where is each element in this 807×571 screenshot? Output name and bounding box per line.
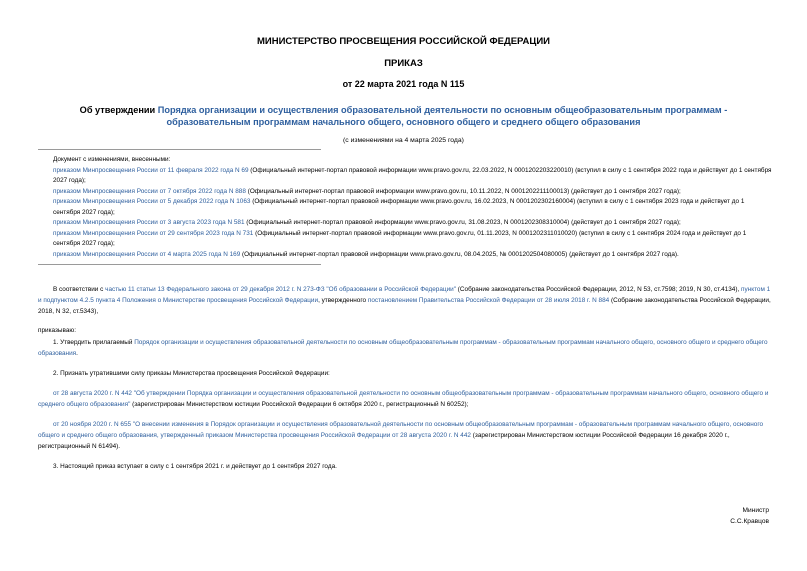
preamble-paragraph [38,285,773,317]
decree-link[interactable]: постановлением Правительства Российской Федерации от 28 июля 2018 г. N 884 [367,296,610,304]
divider-top [38,149,321,150]
preamble-text: (Собрание законодательства Российской Федерации, 2012, N 53, ст.7598; 2019, N 30, ст.4134), [456,286,742,293]
ministry-heading: МИНИСТЕРСТВО ПРОСВЕЩЕНИЯ РОССИЙСКОЙ ФЕДЕРАЦИИ [256,36,551,47]
document-title [50,105,757,128]
change-text: (Официальный интернет-портал правовой информации www.pravo.gov.ru, 01.11.2023, N 0001202311010020) (вступил в силу с 1 сентября 2024 года и действует до 1 сентября 2027 года); [53,229,747,247]
list-item [53,218,773,229]
list-item [53,166,773,187]
changes-list [38,155,773,260]
title-link[interactable]: Порядка организации и осуществления образовательной деятельности по основным общеобразовательным программам - образовательным программам начального общего, основного общего и среднего общего образования [157,105,728,127]
paragraph-1 [38,338,773,360]
paragraph-text: (зарегистрирован Министерством юстиции Российской Федерации 16 декабря 2020 г., регистрационный N 61494). [38,431,730,450]
change-text: (Официальный интернет-портал правовой информации www.pravo.gov.ru, 10.11.2022, N 0001202211100013) (действует до 1 сентября 2027 года); [245,187,681,195]
regulation-link[interactable]: пунктом 1 и подпунктом 4.2.5 пункта 4 Положения о Министерстве просвещения Российской Федерации [38,286,771,304]
list-item [53,197,773,218]
changes-intro: Документ с изменениями, внесенными: [53,156,171,163]
change-link[interactable]: приказом Минпросвещения России от 7 октября 2022 года N 888 [53,187,246,195]
paragraph-3: 3. Настоящий приказ вступает в силу с 1 сентября 2021 г. и действует до 1 сентября 2027 года. [53,463,337,470]
change-text: (Официальный интернет-портал правовой информации www.pravo.gov.ru, 08.04.2025, № 0001202504080005) (действует до 1 сентября 2027 года). [240,250,679,258]
paragraph-2: 2. Признать утратившими силу приказы Министерства просвещения Российской Федерации: [53,370,330,377]
change-link[interactable]: приказом Минпросвещения России от 4 марта 2025 года N 169 [53,250,241,258]
divider-bottom [38,264,321,265]
list-item [53,250,773,261]
repealed-order-link-1[interactable]: от 28 августа 2020 г. N 442 "Об утверждении Порядка организации и осуществления образовательной деятельности по основным общеобразовательным программам - образовательным программам начального общего, основного общего и среднего общего образования" [38,390,769,408]
date-number-heading: от 22 марта 2021 года N 115 [342,79,465,89]
change-link[interactable]: приказом Минпросвещения России от 11 февраля 2022 года N 69 [53,166,249,174]
change-link[interactable]: приказом Минпросвещения России от 5 декабря 2022 года N 1063 [53,198,251,205]
paragraph-2b [38,420,773,452]
law-link[interactable]: частью 11 статьи 13 Федерального закона от 29 декабря 2012 г. N 273-ФЗ "Об образовании в Российской Федерации" [105,286,456,293]
signatory-name: С.С.Кравцов [730,517,769,525]
title-prefix: Об утверждении [79,105,158,115]
change-link[interactable]: приказом Минпросвещения России от 3 августа 2023 года N 581 [53,219,245,226]
preamble-text: В соответствии с [53,286,106,293]
paragraph-text: 1. Утвердить прилагаемый [53,339,135,346]
list-item [53,187,773,198]
change-text: (Официальный интернет-портал правовой информации www.pravo.gov.ru, 31.08.2023, N 0001202308310004) (действует до 1 сентября 2027 года); [244,219,681,226]
signatory-position: Министр [742,507,769,514]
paragraph-2a [38,389,773,411]
paragraph-text: . [76,349,78,357]
amendment-note: (с изменениями на 4 марта 2025 года) [343,137,464,144]
procedure-link[interactable]: Порядок организации и осуществления образовательной деятельности по основным общеобразовательным программам - образовательным программам начального общего, основного общего и среднего общего образования [38,339,768,357]
list-item [53,229,773,250]
change-text: (Официальный интернет-портал правовой информации www.pravo.gov.ru, 22.03.2022, N 0001202203220010) (вступил в силу с 1 сентября 2022 года и действует до 1 сентября 2027 года); [53,166,772,184]
order-word: приказываю: [38,327,76,334]
doc-type-heading: ПРИКАЗ [384,58,423,69]
paragraph-text: (зарегистрирован Министерством юстиции Российской Федерации 6 октября 2020 г., регистрационный N 60252); [130,400,469,408]
preamble-text: , утвержденного [318,296,368,304]
change-text: (Официальный интернет-портал правовой информации www.pravo.gov.ru, 16.02.2023, N 0001202302160004) (вступил в силу с 1 сентября 2023 года и действует до 1 сентября 2027 года); [53,198,745,216]
repealed-order-link-2[interactable]: от 20 ноября 2020 г. N 655 "О внесении изменения в Порядок организации и осуществления образовательной деятельности по основным общеобразовательным программам - образовательным программам начального общего, основного общего и среднего общего образования, утвержденный приказом Министерства просвещения Российской Федерации от 28 августа 2020 г. N 442 [38,421,764,439]
preamble-text: (Собрание законодательства Российской Федерации, 2018, N 32, ст.5343), [38,296,771,315]
change-link[interactable]: приказом Минпросвещения России от 29 сентября 2023 года N 731 [53,229,254,237]
signature-block [730,506,769,527]
